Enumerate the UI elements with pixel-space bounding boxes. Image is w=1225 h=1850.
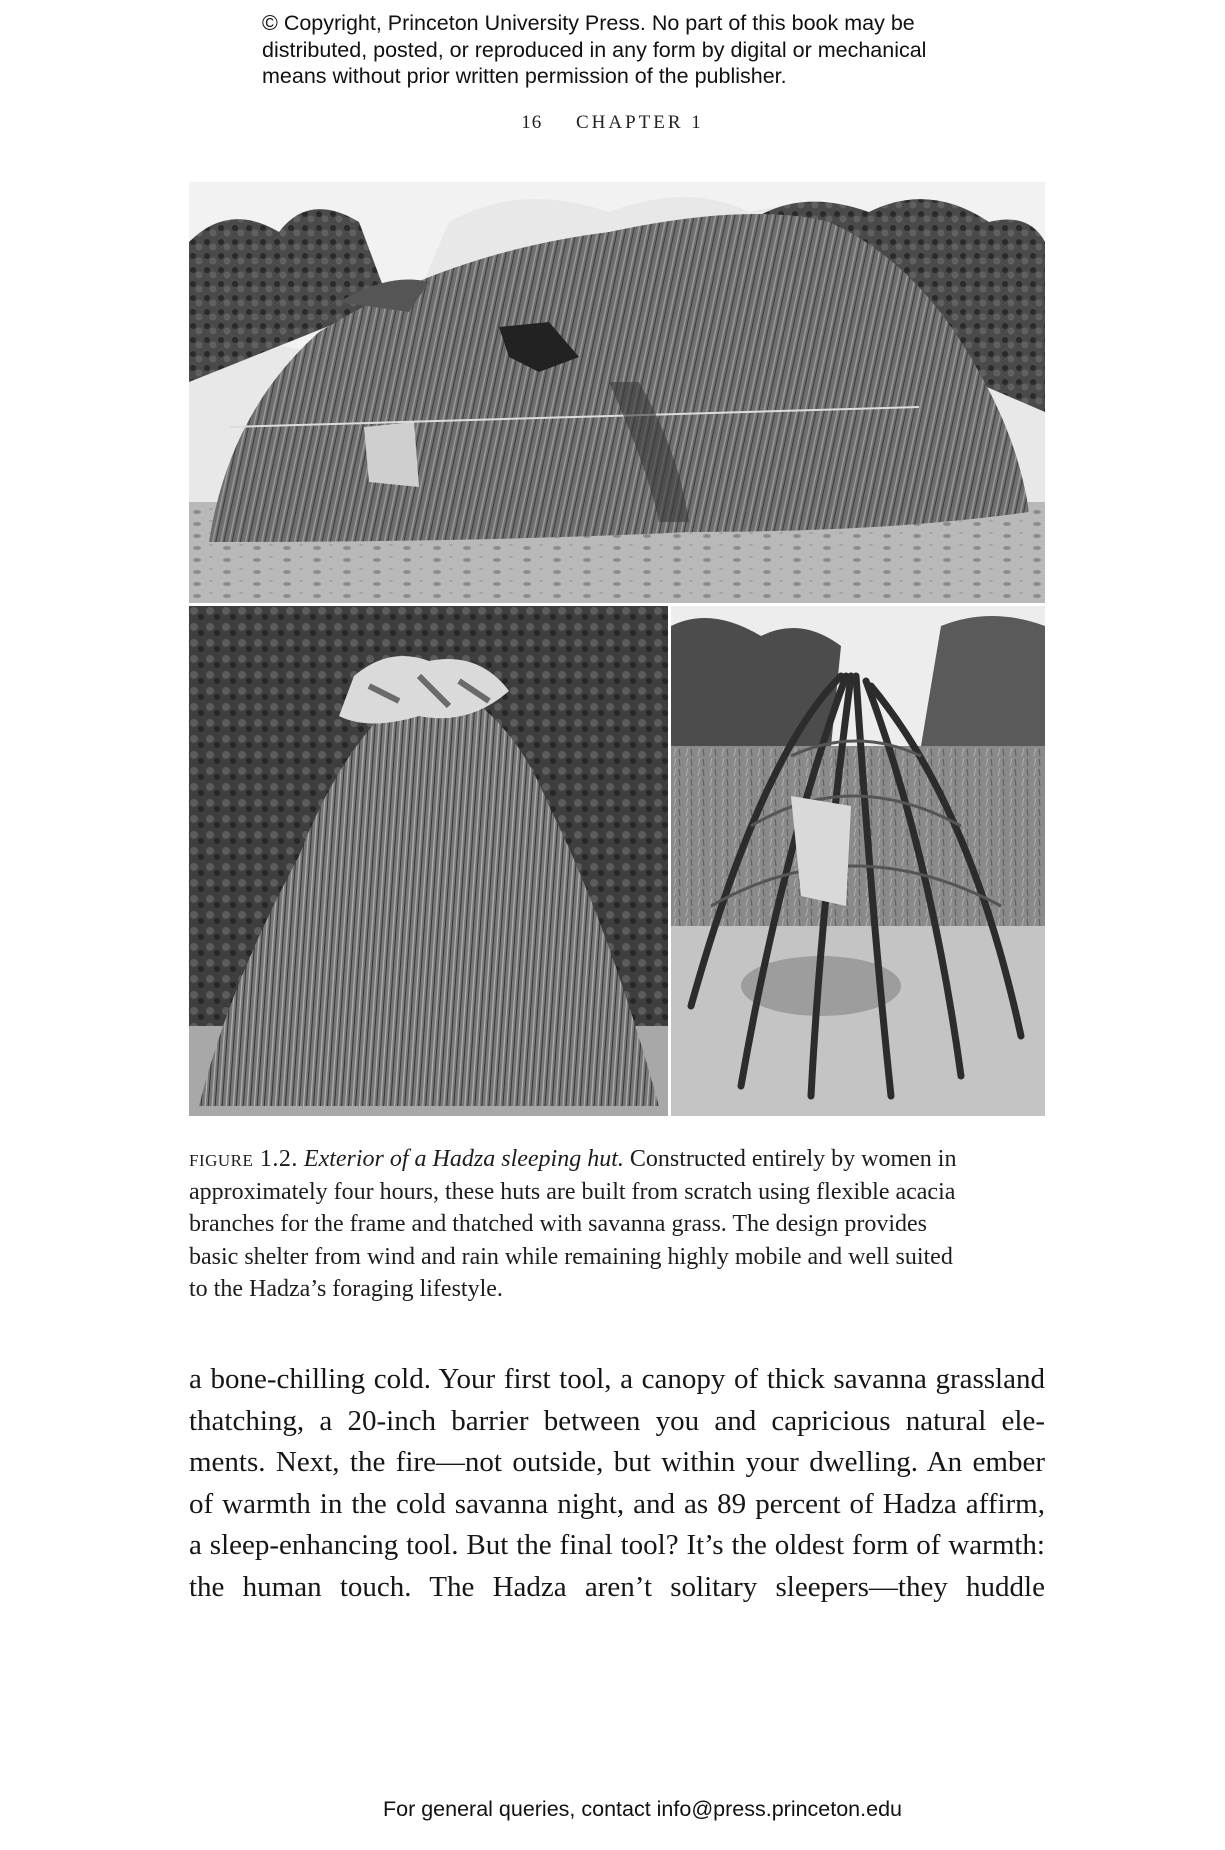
figure-title: Exterior of a Hadza sleeping hut.: [303, 1146, 624, 1172]
body-line: thatching, a 20-inch barrier between you and capricious natural ele-: [189, 1404, 1045, 1437]
chapter-label: CHAPTER 1: [575, 112, 704, 133]
body-line: a sleep-enhancing tool. But the final tool? It’s the oldest form of warmth:: [189, 1529, 1045, 1561]
caption-line: approximately four hours, these huts are built from scratch using flexible acacia: [189, 1178, 956, 1205]
footer-contact: [0, 1797, 1225, 1822]
caption-line: branches for the frame and thatched with savanna grass. The design provides: [189, 1211, 927, 1237]
footer-text: For general queries, contact info@press.princeton.edu: [382, 1797, 902, 1821]
caption-line: basic shelter from wind and rain while remaining highly mobile and well suited: [189, 1243, 953, 1270]
page-number: 16: [521, 112, 543, 133]
body-paragraph: [189, 1359, 1045, 1608]
hadza-hut-branch-frame-photo: [671, 606, 1045, 1116]
hadza-hut-grass-cone-photo: [189, 606, 668, 1116]
copyright-line: © Copyright, Princeton University Press. No part of this book may be: [262, 11, 915, 35]
body-line: ments. Next, the fire—not outside, but within your dwelling. An ember: [189, 1446, 1045, 1478]
caption-text: Constructed entirely by women in: [629, 1146, 957, 1172]
caption-line: to the Hadza’s foraging lifestyle.: [189, 1276, 503, 1302]
copyright-line: means without prior written permission of the publisher.: [262, 64, 787, 88]
figure-caption: [189, 1143, 1049, 1306]
figure-label: figure 1.2.: [189, 1146, 298, 1172]
figure-1-2: [189, 182, 1045, 1116]
body-line: a bone-chilling cold. Your first tool, a canopy of thick savanna grassland: [189, 1363, 1045, 1395]
body-line: of warmth in the cold savanna night, and as 89 percent of Hadza affirm,: [189, 1487, 1045, 1520]
hadza-hut-exterior-wide-photo: [189, 182, 1045, 603]
running-head: [0, 112, 1225, 134]
copyright-line: distributed, posted, or reproduced in any form by digital or mechanical: [262, 37, 927, 62]
copyright-notice: [262, 10, 982, 90]
body-line: the human touch. The Hadza aren’t solitary sleepers—they huddle: [189, 1570, 1045, 1603]
